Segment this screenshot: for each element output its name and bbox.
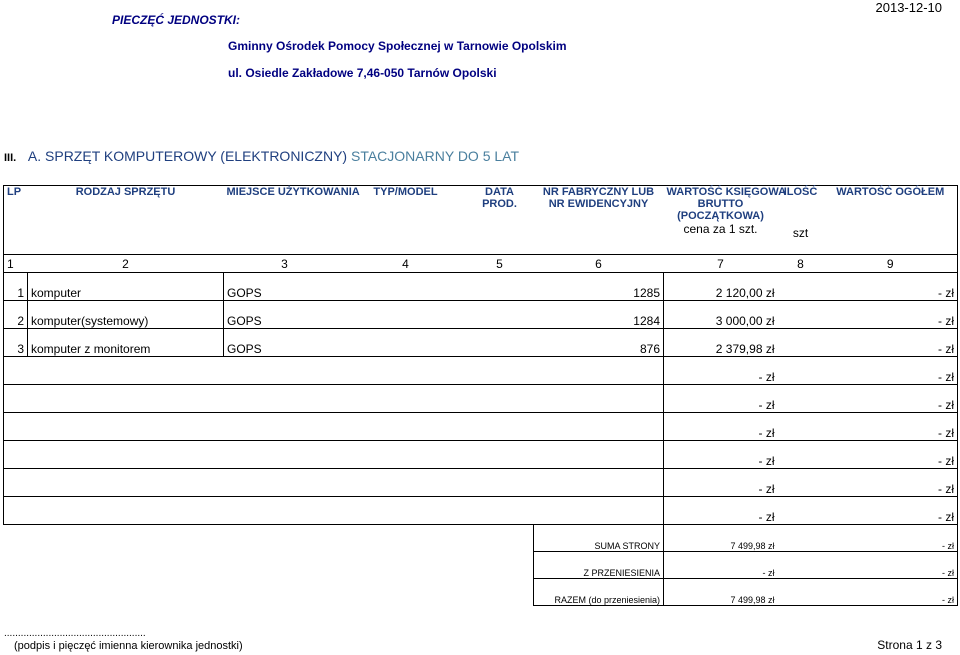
summary-row-suma: SUMA STRONY 7 499,98 zł - zł — [4, 525, 958, 552]
table-row: 1 komputer GOPS 1285 2 120,00 zł - zł — [4, 273, 958, 301]
signature-line: ................................................... — [4, 628, 146, 639]
table-row: - zł - zł — [4, 469, 958, 497]
document-date: 2013-12-10 — [875, 0, 942, 15]
table-row: - zł - zł — [4, 385, 958, 413]
header-data: DATA PROD. — [466, 186, 534, 255]
header-lp: LP — [4, 186, 28, 255]
signature-caption: (podpis i pięczęć imienna kierownika jednostki) — [14, 640, 243, 652]
summary-label: SUMA STRONY — [534, 525, 664, 552]
table-row: 2 komputer(systemowy) GOPS 1284 3 000,00 zł - zł — [4, 301, 958, 329]
header-ilosc: ILOŚĆ szt — [778, 186, 824, 255]
summary-row-razem: RAZEM (do przeniesienia) 7 499,98 zł - zł — [4, 579, 958, 606]
header-miejsce: MIEJSCE UŻYTKOWANIA — [224, 186, 346, 255]
header-nr: NR FABRYCZNY LUB NR EWIDENCYJNY — [534, 186, 664, 255]
summary-label: Z PRZENIESIENIA — [534, 552, 664, 579]
section-part2: STACJONARNY DO 5 LAT — [350, 148, 520, 164]
summary-label: RAZEM (do przeniesienia) — [534, 579, 664, 606]
section-title — [4, 148, 519, 164]
header-rodzaj: RODZAJ SPRZĘTU — [28, 186, 224, 255]
section-roman: III. — [4, 152, 17, 164]
stamp-label: PIECZĘĆ JEDNOSTKI: — [112, 13, 241, 27]
table-row: 3 komputer z monitorem GOPS 876 2 379,98 zł - zł — [4, 329, 958, 357]
section-part1: A. SPRZĘT KOMPUTEROWY (ELEKTRONICZNY) — [27, 148, 348, 164]
header-ogolem: WARTOŚĆ OGÓŁEM — [824, 186, 958, 255]
table-row: - zł - zł — [4, 413, 958, 441]
table-row: - zł - zł — [4, 357, 958, 385]
inventory-table — [3, 185, 958, 606]
table-row: - zł - zł — [4, 497, 958, 525]
header-typ: TYP/MODEL — [346, 186, 466, 255]
header-row — [4, 186, 958, 255]
summary-row-przeniesienie: Z PRZENIESIENIA - zł - zł — [4, 552, 958, 579]
institution-name: Gminny Ośrodek Pomocy Społecznej w Tarnowie Opolskim — [228, 39, 567, 53]
institution-address: ul. Osiedle Zakładowe 7,46-050 Tarnów Opolski — [228, 66, 497, 80]
table-row: - zł - zł — [4, 441, 958, 469]
header-wartosc: WARTOŚĆ KSIĘGOWA BRUTTO (POCZĄTKOWA) cena za 1 szt. — [664, 186, 778, 255]
page-number: Strona 1 z 3 — [877, 638, 942, 652]
column-numbers-row: 1 2 3 4 5 6 7 8 9 — [4, 255, 958, 273]
